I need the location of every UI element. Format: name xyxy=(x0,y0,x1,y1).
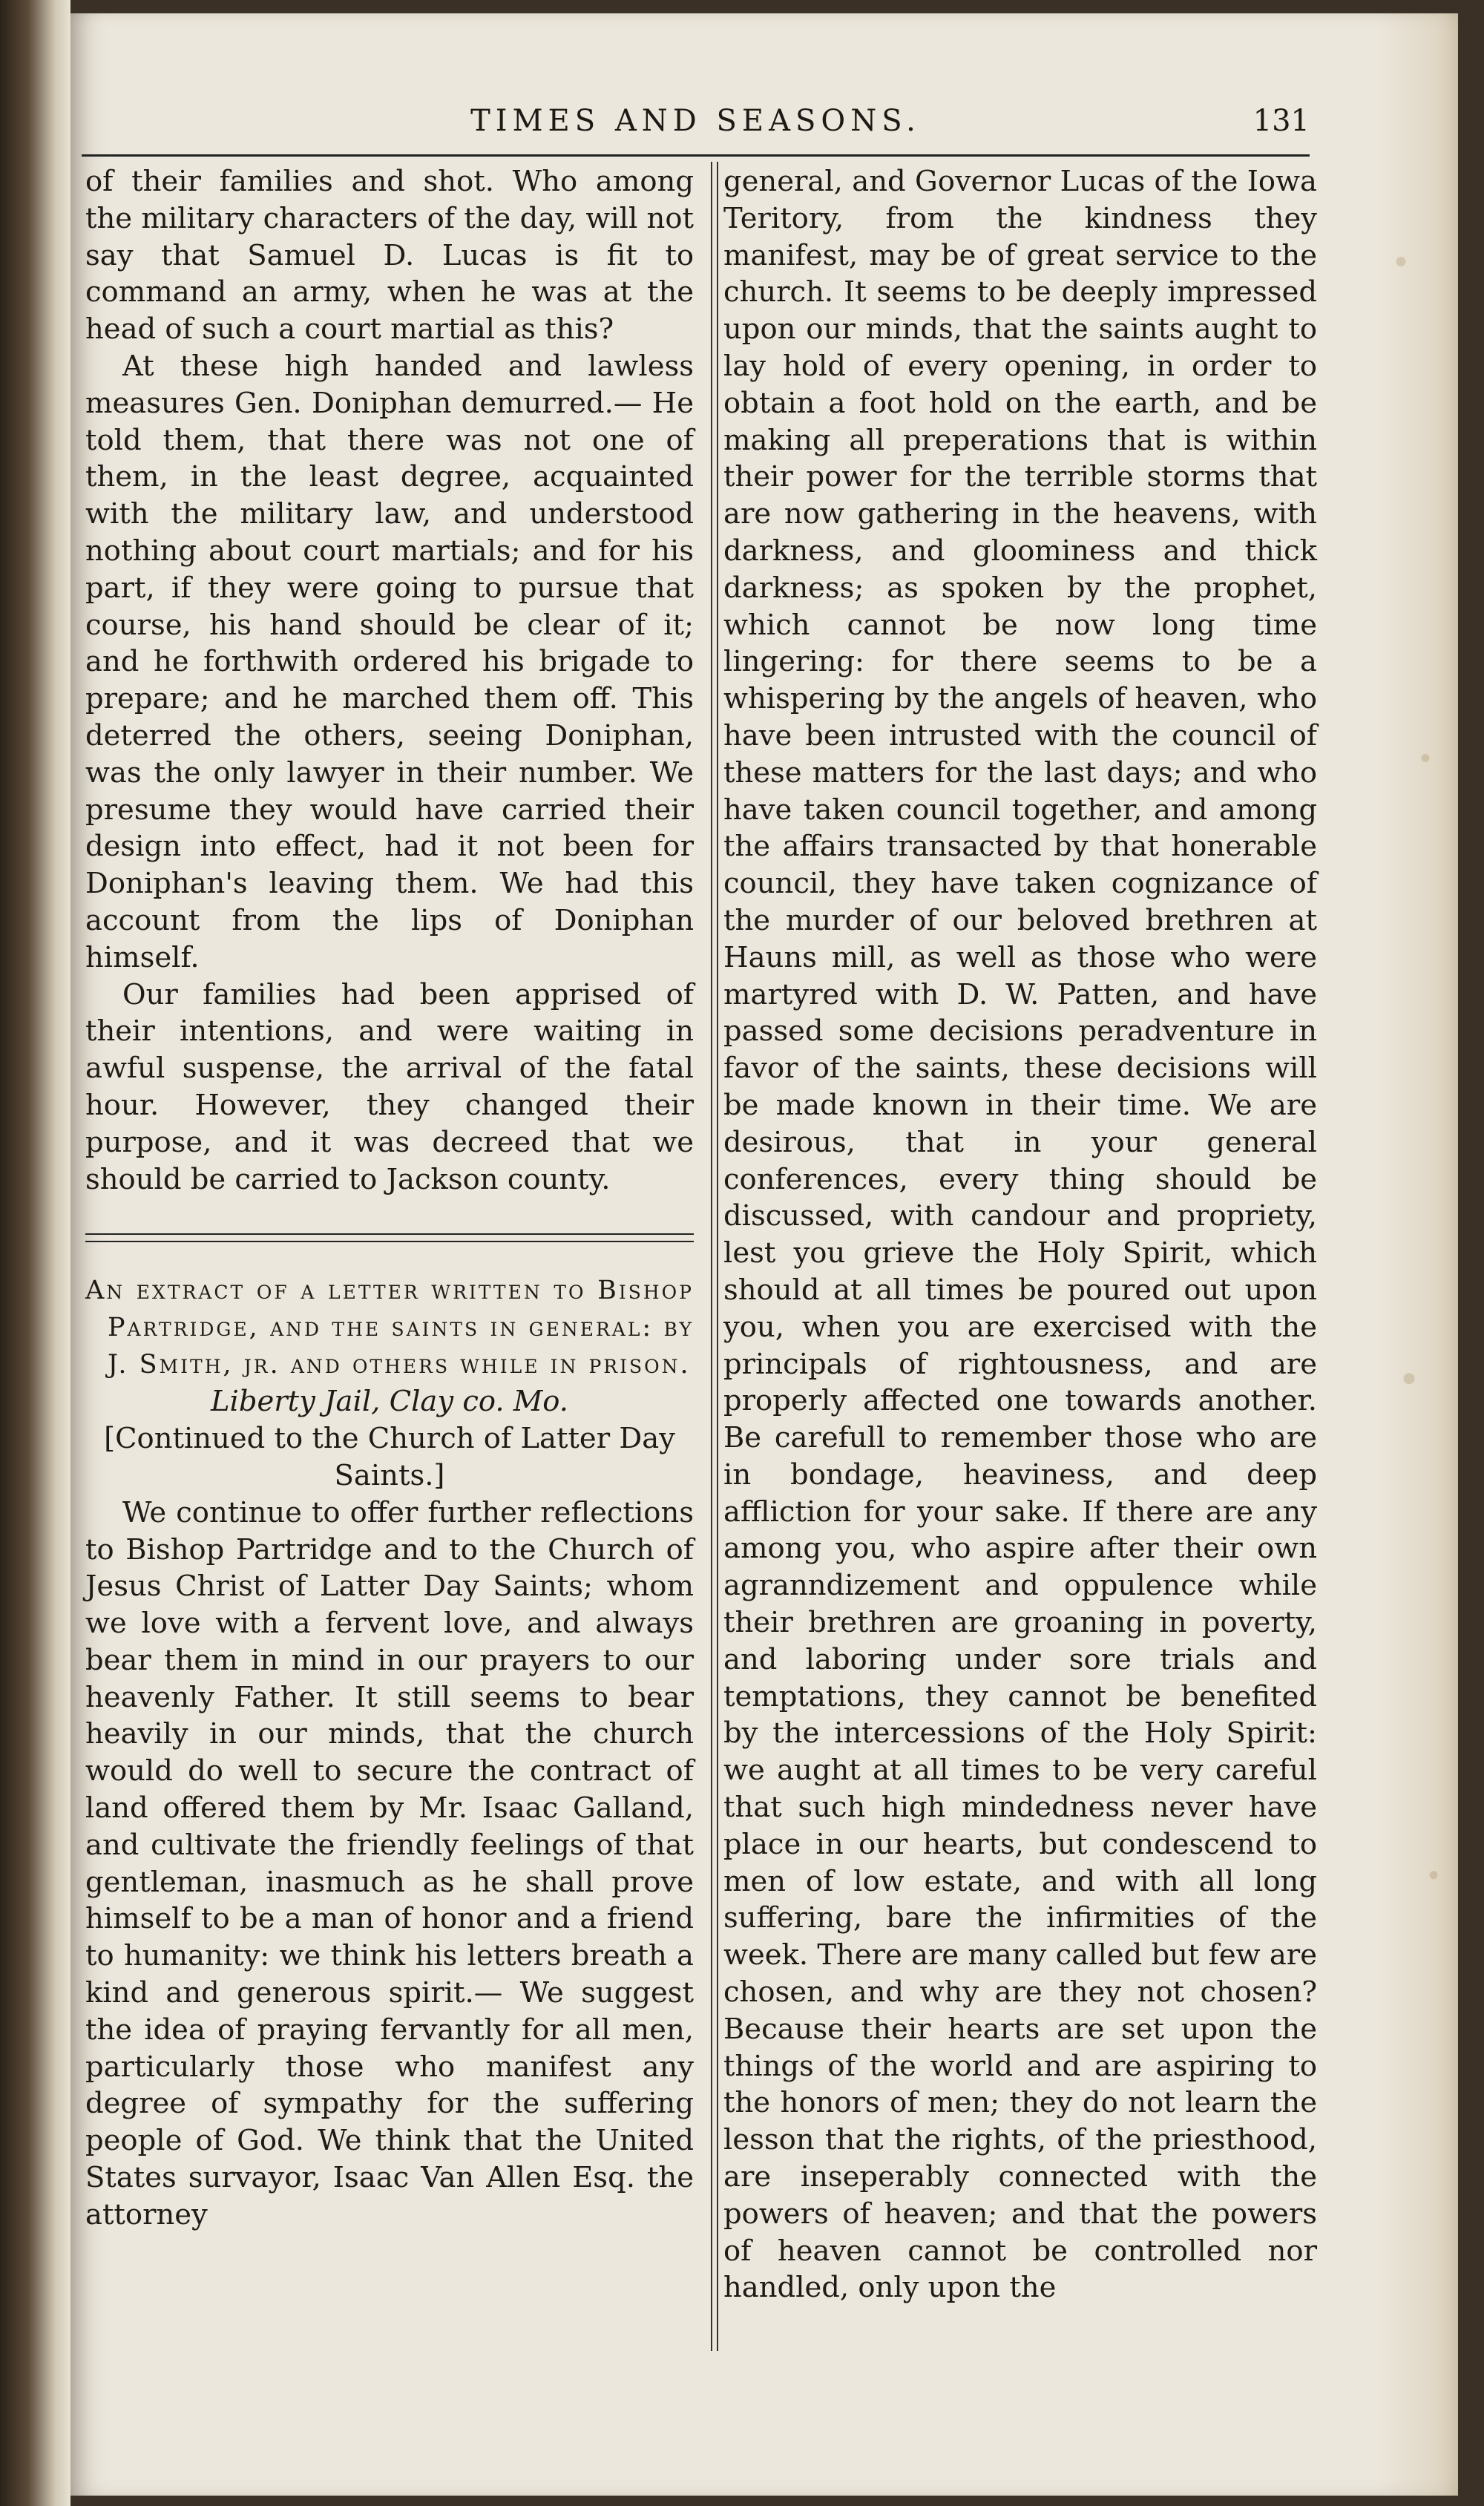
header-rule xyxy=(82,154,1310,157)
book-binding xyxy=(0,0,70,2506)
column-divider xyxy=(711,162,718,2351)
left-paragraph-2: At these high handed and lawless measures Gen. Doniphan demurred.— He told them, that there was not one of them, in the least degree, acquainted with the military law, and understood nothing about court martials; and for his part, if they were going to pursue that course, his hand should be clear of it; and he forthwith ordered his brigade to prepare; and he marched them off. This deterred the others, seeing Doniphan, was the only lawyer in their number. We presume they would have carried their design into effect, had it not been for Doniphan's leaving them. We had this account from the lips of Doniphan himself. xyxy=(85,349,694,974)
page-number: 131 xyxy=(1252,104,1310,138)
left-column xyxy=(85,163,694,2234)
left-paragraph-1: of their families and shot. Who among the military characters of the day, will not say that Samuel D. Lucas is fit to command an army, when he was at the head of such a court martial as this? xyxy=(85,165,694,347)
right-column xyxy=(723,163,1317,2306)
continuation-note: [Continued to the Church of Latter Day Saints.] xyxy=(104,1422,675,1492)
article-heading: An extract of a letter written to Bishop Partridge, and the saints in general: by J. Smith, jr. and others while in prison. xyxy=(85,1276,694,1380)
right-paragraph-1: general, and Governor Lucas of the Iowa Teritory, from the kindness they manifest, may be of great service to the church. It seems to be deeply impressed upon our minds, that the saints aught to lay hold of every opening, in order to obtain a foot hold on the earth, and be making all preperations that is within their power for the terrible storms that are now gathering in the heavens, with darkness, and gloominess and thick darkness; as spoken by the prophet, which cannot be now long time lingering: for there seems to be a whispering by the angels of heaven, who have been intrusted with the council of these matters for the last days; and who have taken council together, and among the affairs transacted by that honerable council, they have taken cognizance of the murder of our beloved brethren at Hauns mill, as well as those who were martyred with D. W. Patten, and have passed some decisions peradventure in favor of the saints, these decisions will be made known in their time. We are desirous, that in your general conferences, every thing should be discussed, with candour and propriety, lest you grieve the Holy Spirit, which should at all times be poured out upon you, when you are exercised with the principals of rightousness, and are properly affected one towards another. Be carefull to remember those who are in bondage, heaviness, and deep affliction for your sake. If there are any among you, who aspire after their own agranndizement and oppulence while their brethren are groaning in poverty, and laboring under sore trials and temptations, they cannot be benefited by the intercessions of the Holy Spirit: we aught at all times to be very careful that such high mindedness never have place in our hearts, but condescend to men of low estate, and with all long suffering, bare the infirmities of the week. There are many called but few are chosen, and why are they not chosen? Because their hearts are set upon the things of the world and are aspiring to the honors of men; they do not learn the lesson that the rights, of the priesthood, are inseperably connected with the powers of heaven; and that the powers of heaven cannot be controlled nor handled, only upon the xyxy=(723,165,1317,2305)
periodical-title: TIMES AND SEASONS. xyxy=(470,104,921,138)
left-paragraph-3: Our families had been apprised of their intentions, and were waiting in awful suspense, the arrival of the fatal hour. However, they changed their purpose, and it was decreed that we should be carried to Jackson county. xyxy=(85,977,694,1196)
page-foxing xyxy=(1376,13,1458,2496)
running-header xyxy=(82,104,1310,156)
left-paragraph-4: We continue to offer further reflections to Bishop Partridge and to the Church of Jesus Christ of Latter Day Saints; whom we love with a fervent love, and always bear them in mind in our prayers to our heavenly Father. It still seems to bear heavily in our minds, that the church would do well to secure the contract of land offered them by Mr. Isaac Galland, and cultivate the friendly feelings of that gentleman, inasmuch as he shall prove himself to be a man of honor and a friend to humanity: we think his letters breath a kind and generous spirit.— We suggest the idea of praying fervantly for all men, particularly those who manifest any degree of sympathy for the suffering people of God. We think that the United States survayor, Isaac Van Allen Esq. the attorney xyxy=(85,1495,694,2231)
section-separator xyxy=(85,1233,694,1242)
dateline: Liberty Jail, Clay co. Mo. xyxy=(210,1385,569,1419)
